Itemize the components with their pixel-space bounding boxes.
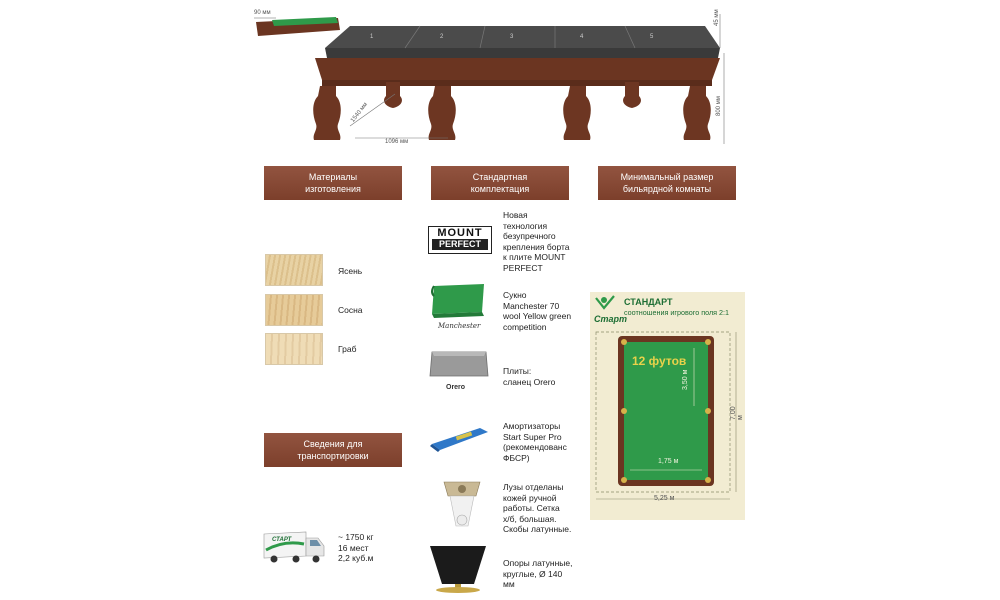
- truck-logo: СТАРТ: [272, 537, 292, 543]
- material-label-hornbeam: Граб: [338, 344, 357, 354]
- header-transport: Сведения для транспортировки: [264, 433, 402, 467]
- room-drawing: [590, 292, 745, 520]
- dim-rail-width: 90 мм: [254, 10, 271, 16]
- table-drawing: [250, 8, 740, 156]
- pocket-number-1: 1: [370, 34, 374, 40]
- leg-base-icon: [426, 544, 490, 594]
- table-legs: [313, 82, 711, 140]
- swatch-pine: [265, 294, 323, 326]
- pocket-number-2: 2: [440, 34, 444, 40]
- header-kit: Стандартная комплектация: [431, 166, 569, 200]
- transport-text: ~ 1750 кг 16 мест 2,2 куб.м: [338, 532, 374, 563]
- kit-text-pocket: Лузы отделаны кожей ручной работы. Сетка х/б, большая. Скобы латунные.: [503, 482, 572, 534]
- room-inner-height: 3,50 м: [682, 369, 689, 390]
- kit-text-slate: Плиты: сланец Orero: [503, 366, 556, 387]
- cushion-icon: [428, 424, 492, 454]
- mount-perfect-logo-line2: PERFECT: [432, 239, 488, 250]
- dim-height: 800 мм: [716, 96, 722, 116]
- room-size-panel: [590, 292, 745, 520]
- swatch-ash: [265, 254, 323, 286]
- kit-text-leg-base: Опоры латунные, круглые, Ø 140 мм: [503, 558, 573, 589]
- room-inner-width: 1,75 м: [658, 458, 679, 465]
- table-top: [325, 26, 720, 48]
- manchester-logo: Manchester: [438, 322, 481, 330]
- slate-icon: [428, 350, 490, 382]
- room-brand: Старт: [594, 314, 628, 324]
- table-illustration: [250, 8, 740, 156]
- dim-depth: 1540 мм: [350, 101, 370, 124]
- room-size-label: 12 футов: [632, 354, 687, 368]
- room-subtitle: соотношения игрового поля 2:1: [624, 308, 730, 317]
- room-outer-width: 5,25 м: [654, 495, 675, 502]
- swatch-hornbeam: [265, 333, 323, 365]
- mount-perfect-logo-line1: MOUNT: [437, 227, 483, 239]
- kit-text-mount: Новая технология безупречного крепления борта к плите MOUNT PERFECT: [503, 210, 570, 273]
- pocket-icon: [440, 476, 484, 536]
- material-label-ash: Ясень: [338, 266, 363, 276]
- header-room: Минимальный размер бильярдной комнаты: [598, 166, 736, 200]
- kit-text-cloth: Сукно Manchester 70 wool Yellow green competition: [503, 290, 572, 332]
- room-title: СТАНДАРТ: [624, 297, 673, 307]
- dim-rail-height: 45 мм: [714, 9, 720, 26]
- truck-icon: [262, 530, 326, 564]
- pocket-number-3: 3: [510, 34, 514, 40]
- pocket-number-5: 5: [650, 34, 654, 40]
- rail-profile: [254, 17, 340, 36]
- cloth-icon: [428, 282, 488, 324]
- mount-perfect-logo: [428, 226, 492, 254]
- pocket-number-4: 4: [580, 34, 584, 40]
- dim-leg-span: 1096 мм: [385, 139, 409, 145]
- table-frame: [315, 58, 720, 80]
- header-materials: Материалы изготовления: [264, 166, 402, 200]
- room-outer-height: 7,00 м: [730, 406, 744, 420]
- material-label-pine: Сосна: [338, 305, 363, 315]
- orero-logo: Orero: [446, 384, 466, 391]
- kit-text-cushion: Амортизаторы Start Super Pro (рекомендованс ФБСР): [503, 421, 567, 463]
